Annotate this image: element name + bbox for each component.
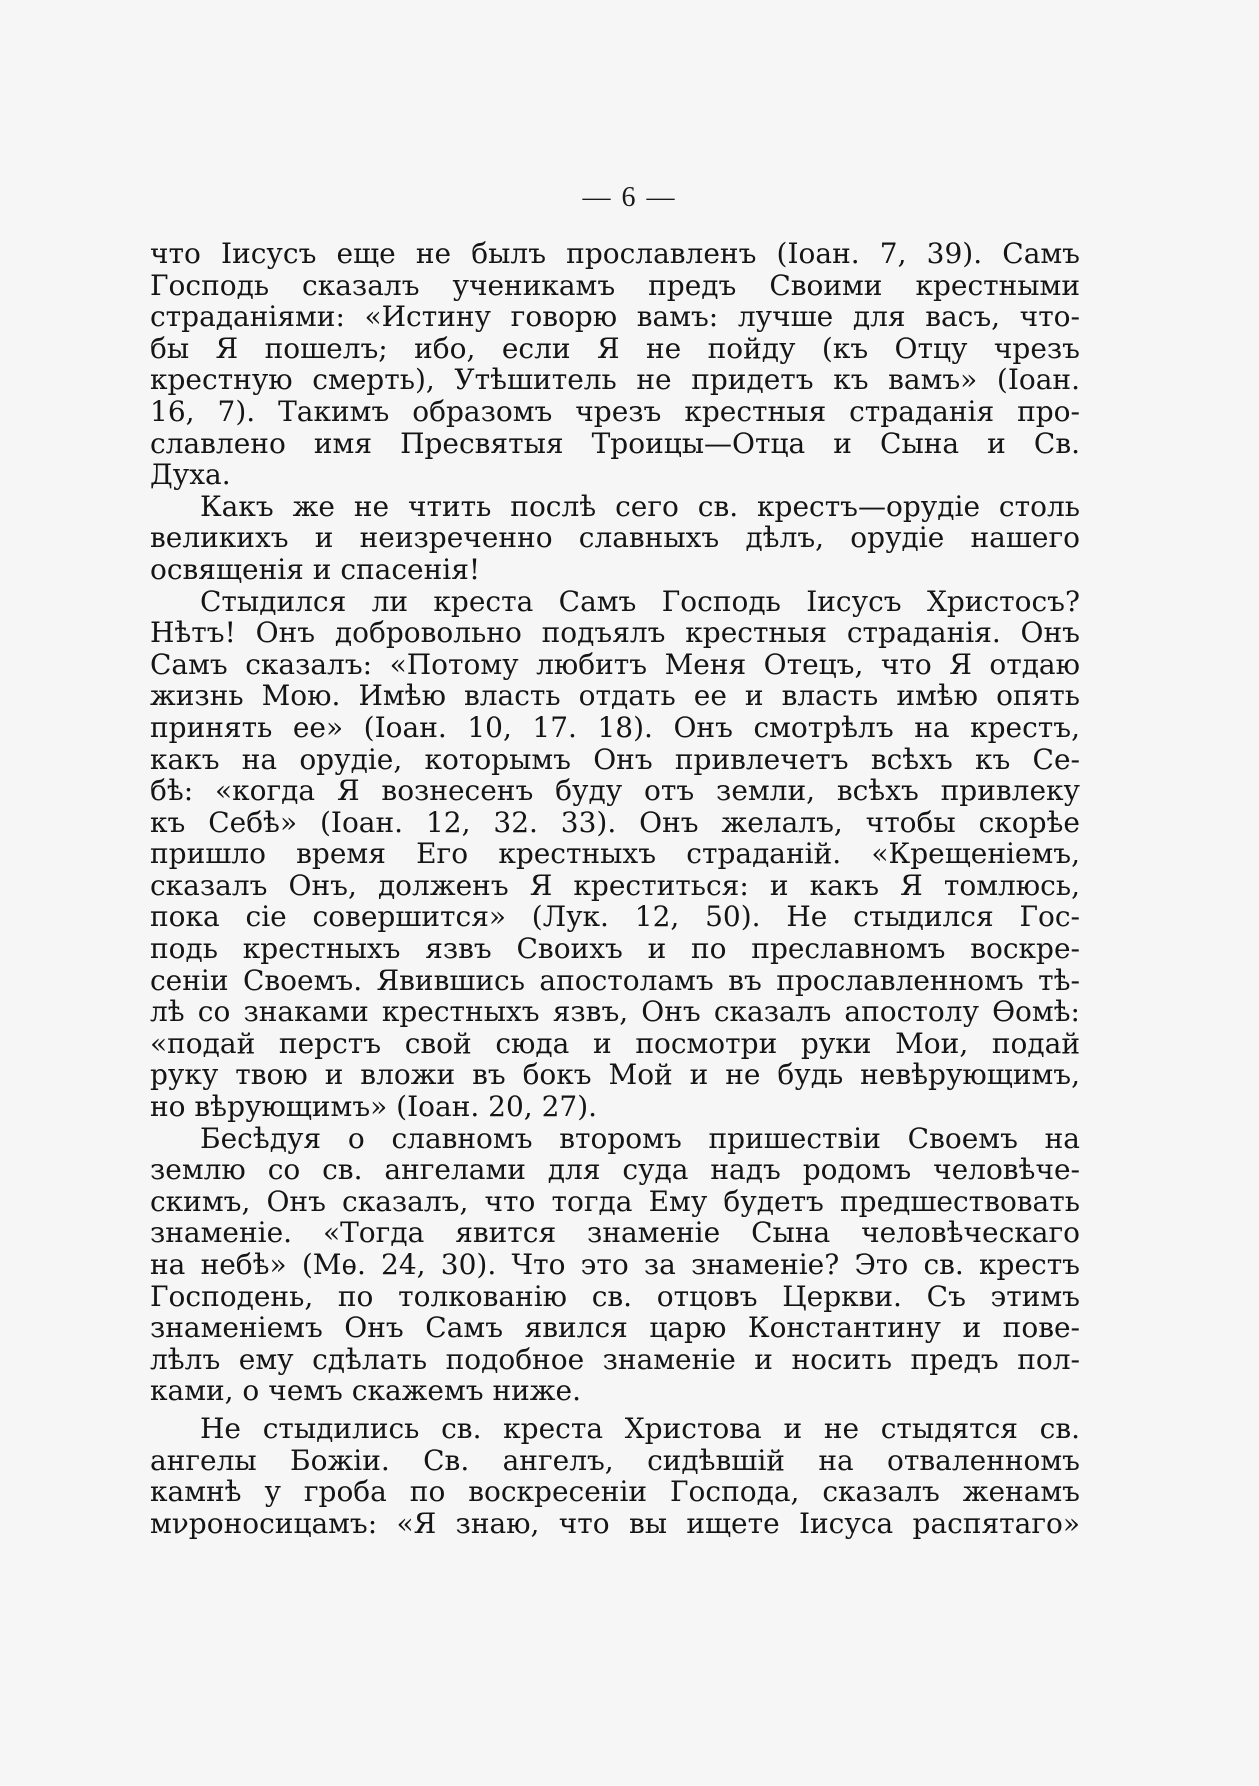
- text-line: Духа.: [150, 458, 231, 492]
- text-line: знаменіе. «Тогда явится знаменіе Сына человѣческаго: [150, 1216, 1080, 1250]
- text-line: великихъ и неизреченно славныхъ дѣлъ, орудіе нашего: [150, 521, 1080, 555]
- text-line: какъ на орудіе, которымъ Онъ привлечетъ всѣхъ къ Се-: [150, 742, 1080, 776]
- text-line: «подай перстъ свой сюда и посмотри руки Мои, подай: [150, 1026, 1080, 1060]
- paragraph: [150, 1123, 1080, 1407]
- text-line: славлено имя Пресвятыя Троицы—Отца и Сына и Св.: [150, 426, 1080, 460]
- text-line: принять ее» (Іоан. 10, 17. 18). Онъ смотрѣлъ на крестъ,: [150, 710, 1080, 744]
- text-line: Господень, по толкованію св. отцовъ Церкви. Съ этимъ: [150, 1279, 1080, 1313]
- text-line: ками, о чемъ скажемъ ниже.: [150, 1374, 582, 1408]
- text-line: Нѣтъ! Онъ добровольно подъялъ крестныя страданія. Онъ: [150, 616, 1080, 650]
- text-line: что Іисусъ еще не былъ прославленъ (Іоан. 7, 39). Самъ: [150, 237, 1080, 270]
- text-line: знаменіемъ Онъ Самъ явился царю Константину и пове-: [150, 1311, 1080, 1345]
- text-line: но вѣрующимъ» (Іоан. 20, 27).: [150, 1090, 598, 1124]
- paragraph: [150, 238, 1080, 491]
- text-line: Самъ сказалъ: «Потому любитъ Меня Отецъ, что Я отдаю: [150, 647, 1080, 681]
- text-line: камнѣ у гроба по воскресеніи Господа, сказалъ женамъ: [150, 1475, 1080, 1509]
- paragraph: [150, 491, 1080, 586]
- page-number: — 6 —: [582, 182, 677, 213]
- text-line: сказалъ Онъ, долженъ Я креститься: и какъ Я томлюсь,: [150, 868, 1080, 902]
- body-text: [150, 238, 1080, 1539]
- text-line: Господь сказалъ ученикамъ предъ Своими крестными: [150, 268, 1080, 302]
- text-line: лѣ со знаками крестныхъ язвъ, Онъ сказалъ апостолу Ѳомѣ:: [150, 995, 1080, 1029]
- text-line: подь крестныхъ язвъ Своихъ и по преславномъ воскре-: [150, 932, 1080, 966]
- text-line: пришло время Его крестныхъ страданій. «Крещеніемъ,: [150, 837, 1080, 871]
- text-line: страданіями: «Истину говорю вамъ: лучше для васъ, что-: [150, 300, 1080, 334]
- text-line: жизнь Мою. Имѣю власть отдать ее и власть имѣю опять: [150, 679, 1080, 713]
- text-line: руку твою и вложи въ бокъ Мой и не будь невѣрующимъ,: [150, 1058, 1080, 1092]
- text-line: мνроносицамъ: «Я знаю, что вы ищете Іисуса распятаго»: [150, 1506, 1080, 1540]
- text-line: Какъ же не чтить послѣ сего св. крестъ—орудіе столь: [200, 489, 1080, 523]
- text-line: пока сіе совершится» (Лук. 12, 50). Не стыдился Гос-: [150, 900, 1080, 934]
- text-line: бѣ: «когда Я вознесенъ буду отъ земли, всѣхъ привлеку: [150, 774, 1080, 808]
- text-line: землю со св. ангелами для суда надъ родомъ человѣче-: [150, 1153, 1080, 1187]
- text-line: ангелы Божіи. Св. ангелъ, сидѣвшій на отваленномъ: [150, 1443, 1080, 1477]
- text-line: сеніи Своемъ. Явившись апостоламъ въ прославленномъ тѣ-: [150, 963, 1080, 997]
- paragraph: [150, 586, 1080, 1123]
- text-line: къ Себѣ» (Іоан. 12, 32. 33). Онъ желалъ, чтобы скорѣе: [150, 805, 1080, 839]
- text-line: бы Я пошелъ; ибо, если Я не пойду (къ Отцу чрезъ: [150, 331, 1080, 365]
- text-line: Стыдился ли креста Самъ Господь Іисусъ Христосъ?: [200, 584, 1080, 618]
- text-line: 16, 7). Такимъ образомъ чрезъ крестныя страданія про-: [150, 394, 1080, 428]
- text-line: на небѣ» (Мѳ. 24, 30). Что это за знаменіе? Это св. крестъ: [150, 1248, 1080, 1281]
- text-line: освященія и спасенія!: [150, 552, 481, 586]
- paragraph: [150, 1413, 1080, 1539]
- text-line: Не стыдились св. креста Христова и не стыдятся св.: [200, 1411, 1080, 1445]
- text-line: Бесѣдуя о славномъ второмъ пришествіи Своемъ на: [200, 1121, 1080, 1155]
- text-line: лѣлъ ему сдѣлать подобное знаменіе и носить предъ пол-: [150, 1342, 1080, 1376]
- text-line: крестную смерть), Утѣшитель не придетъ къ вамъ» (Іоан.: [150, 363, 1080, 397]
- text-line: скимъ, Онъ сказалъ, что тогда Ему будетъ предшествовать: [150, 1184, 1080, 1218]
